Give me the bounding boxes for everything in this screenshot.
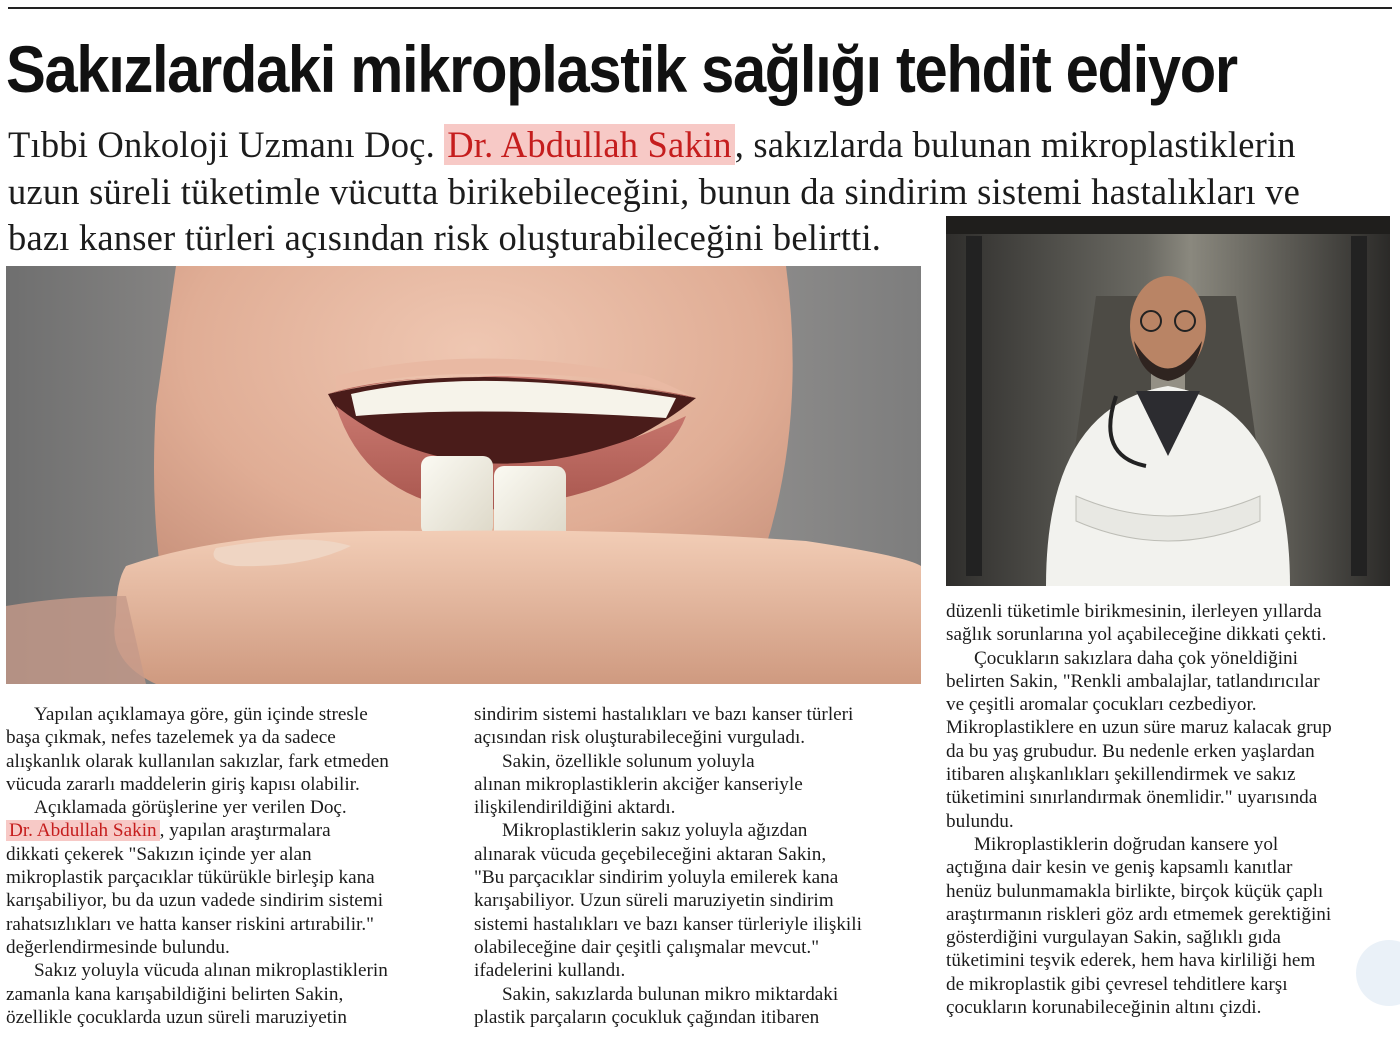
body-line: Sakin, özellikle solunum yoluyla — [502, 750, 755, 772]
lead-text: , sakızlarda bulunan mikroplastiklerin — [734, 124, 1296, 165]
body-line: çocukların korunabileceğinin altını çizdi. — [946, 997, 1262, 1019]
body-line: Mikroplastiklerin doğrudan kansere yol — [974, 833, 1279, 855]
body-line: özellikle çocuklarda uzun süreli maruziyetin — [6, 1006, 347, 1028]
body-line: açtığına dair kesin ve geniş kapsamlı kanıtlar — [946, 857, 1293, 879]
body-line: başa çıkmak, nefes tazelemek ya da sadece — [6, 727, 336, 749]
body-line: alınarak vücuda geçebileceğini aktaran Sakin, — [474, 843, 827, 865]
body-line: henüz bulunmamakla birlikte, birçok küçük çaplı — [946, 880, 1324, 902]
body-line: Sakin, sakızlarda bulunan mikro miktardaki — [502, 983, 839, 1005]
doctor-photo — [946, 216, 1390, 586]
body-line: araştırmanın riskleri göz ardı etmemek gerektiğini — [946, 903, 1332, 925]
body-line: Çocukların sakızlara daha çok yöneldiğini — [974, 647, 1298, 669]
body-line: gösterdiğini vurgulayan Sakin, sağlıklı gıda — [946, 927, 1281, 949]
body-line: rahatsızlıkları ve hatta kanser riskini artırabilir." — [6, 913, 375, 935]
body-line: ifadelerini kullandı. — [474, 960, 626, 982]
body-line: tüketimini teşvik ederek, hem hava kirliliği hem — [946, 950, 1316, 972]
body-line: alınan mikroplastiklerin akciğer kanseriyle — [474, 773, 803, 795]
top-rule — [8, 7, 1392, 9]
body-line: plastik parçaların çocukluk çağından itibaren — [474, 1006, 820, 1028]
body-line: açısından risk oluşturabileceğini vurguladı. — [474, 727, 806, 749]
body-line: sindirim sistemi hastalıkları ve bazı kanser türleri — [474, 704, 854, 725]
body-line: alışkanlık olarak kullanılan sakızlar, fark etmeden — [6, 750, 389, 772]
body-line: vücuda zararlı maddelerin giriş kapısı olabilir. — [6, 773, 360, 795]
body-column-3 — [946, 600, 1390, 1019]
highlighted-name: Dr. Abdullah Sakin — [444, 124, 734, 165]
body-line: de mikroplastik gibi çevresel tehditlere karşı — [946, 973, 1288, 995]
highlighted-name: Dr. Abdullah Sakin — [6, 820, 160, 841]
body-column-1 — [6, 703, 456, 1029]
body-line: karışabiliyor. Uzun süreli maruziyetin sindirim — [474, 890, 834, 912]
body-line: zamanla kana karışabildiğini belirten Sakin, — [6, 983, 344, 1005]
body-column-2 — [474, 703, 924, 1029]
body-line: tüketimini sınırlandırmak önemlidir." uyarısında — [946, 787, 1318, 809]
body-line: sağlık sorunlarına yol açabileceğine dikkati çekti. — [946, 624, 1327, 646]
lead-line-3: bazı kanser türleri açısından risk oluşturabileceğini belirtti. — [8, 217, 882, 258]
body-line: Yapılan açıklamaya göre, gün içinde stresle — [34, 704, 368, 725]
body-line: da bu yaş grubudur. Bu nedenle erken yaşlardan — [946, 740, 1315, 762]
body-text: , yapılan araştırmalara — [159, 820, 331, 842]
chewing-gum-photo — [6, 266, 921, 684]
body-line: sistemi hastalıkları ve bazı kanser türleriyle ilişkili — [474, 913, 862, 935]
body-line: itibaren alışkanlıkları şekillendirmek ve sakız — [946, 764, 1296, 786]
lead-line-2: uzun süreli tüketimle vücutta birikebileceğini, bunun da sindirim sistemi hastalıkları ve — [8, 170, 1300, 212]
body-line: "Bu parçacıklar sindirim yoluyla emilerek kana — [474, 867, 839, 889]
body-line: ilişkilendirildiğini aktardı. — [474, 797, 676, 819]
body-line: ve çeşitli aromalar çocukları cezbediyor. — [946, 694, 1257, 716]
body-line: bulundu. — [946, 810, 1014, 832]
lead-line-1 — [8, 122, 1398, 169]
body-line: Mikroplastiklere en uzun süre maruz kalacak grup — [946, 717, 1332, 739]
body-line — [6, 819, 456, 842]
body-line: mikroplastik parçacıklar tükürükle birleşip kana — [6, 867, 375, 889]
body-line: karışabiliyor, bu da uzun vadede sindirim sistemi — [6, 890, 384, 912]
body-line: Mikroplastiklerin sakız yoluyla ağızdan — [502, 820, 808, 842]
headline: Sakızlardaki mikroplastik sağlığı tehdit ediyor — [6, 32, 1237, 106]
body-line: Sakız yoluyla vücuda alınan mikroplastiklerin — [34, 960, 388, 982]
body-line: dikkati çekerek "Sakızın içinde yer alan — [6, 843, 312, 865]
body-line: düzenli tüketimle birikmesinin, ilerleyen yıllarda — [946, 601, 1322, 622]
body-line: değerlendirmesinde bulundu. — [6, 936, 230, 958]
lead-text: Tıbbi Onkoloji Uzmanı Doç. — [8, 124, 445, 165]
body-line: belirten Sakin, "Renkli ambalajlar, tatlandırıcılar — [946, 670, 1320, 692]
body-line: olabileceğine dair çeşitli çalışmalar mevcut." — [474, 936, 820, 958]
body-line: Açıklamada görüşlerine yer verilen Doç. — [34, 797, 347, 819]
